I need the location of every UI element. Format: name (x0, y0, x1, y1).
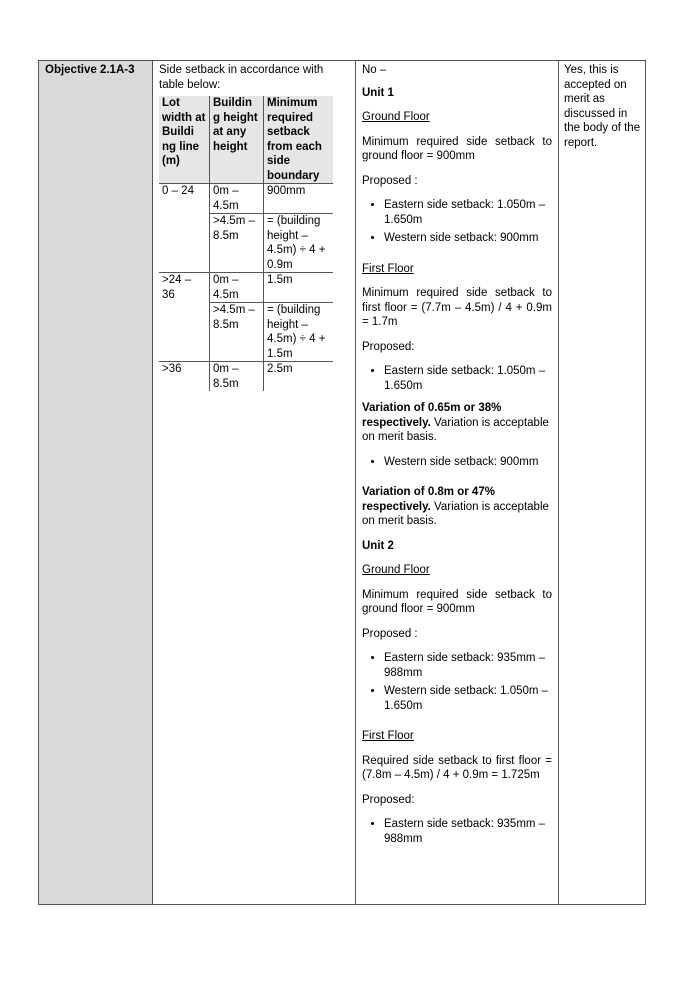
unit-2-first-proposed: Proposed: (362, 793, 415, 806)
setback-cell: 2.5m (264, 362, 334, 392)
variation-2-bold: Variation of 0.8m or 47% respectively. (362, 486, 495, 513)
unit-2-ground-min: Minimum required side setback to ground floor = 900mm (362, 588, 552, 615)
control-cell (153, 61, 356, 904)
setback-cell: 900mm (264, 184, 334, 214)
height-cell: >4.5m – 8.5m (210, 303, 264, 362)
setback-table-header (159, 96, 333, 184)
unit-1-first-proposed: Proposed: (362, 340, 415, 353)
table-row (159, 184, 333, 214)
unit-1-first-min: Minimum required side setback to first floor = (7.7m – 4.5m) / 4 + 0.9m = 1.7m (362, 287, 552, 328)
lot-width-cell: 0 – 24 (159, 184, 210, 214)
unit-2-first-list (362, 817, 552, 846)
unit-1-variation-2 (362, 485, 552, 529)
unit-2-title: Unit 2 (362, 539, 394, 552)
unit-1-ground-floor-title: Ground Floor (362, 111, 430, 123)
table-row (159, 273, 333, 303)
list-item: • Eastern side setback: 935mm – 988mm (384, 817, 552, 846)
header-lot-width: Lot width at Buildi ng line (m) (159, 96, 210, 184)
height-cell: 0m – 4.5m (210, 273, 264, 303)
unit-1-first-list-2 (362, 455, 552, 470)
height-cell: 0m – 8.5m (210, 362, 264, 392)
table-row (159, 214, 333, 273)
compliance-table (38, 60, 646, 905)
unit-1-first-floor-title: First Floor (362, 262, 414, 275)
variation-1-bold: Variation of 0.65m or 38% respectively. (362, 402, 502, 429)
setback-table (159, 96, 333, 391)
lot-width-cell: >24 – 36 (159, 273, 210, 303)
list-item: • Western side setback: 900mm (384, 231, 552, 246)
lot-width-cell (159, 303, 210, 362)
comment-text: Yes, this is accepted on merit as discussed in the body of the report. (564, 64, 641, 149)
unit-2-ground-proposed: Proposed : (362, 627, 418, 640)
list-item: • Eastern side setback: 1.050m – 1.650m (384, 198, 552, 227)
unit-1-variation-1 (362, 401, 552, 445)
list-item: • Western side setback: 1.050m – 1.650m (384, 684, 552, 713)
control-intro: Side setback in accordance with table below: (159, 64, 324, 91)
variation-1-rest: Variation is acceptable on merit basis. (362, 416, 549, 443)
unit-2-ground-floor-title: Ground Floor (362, 564, 430, 576)
list-item: • Eastern side setback: 1.050m – 1.650m (384, 364, 552, 393)
objective-cell (39, 61, 153, 904)
unit-2-first-floor-title: First Floor (362, 730, 414, 742)
header-building-height: Buildin g height at any height (210, 96, 264, 184)
list-item: • Eastern side setback: 935mm – 988mm (384, 651, 552, 680)
variation-2-rest: Variation is acceptable on merit basis. (362, 500, 549, 527)
unit-2-ground-list (362, 651, 552, 713)
unit-1-ground-list (362, 198, 552, 246)
height-cell: 0m – 4.5m (210, 184, 264, 214)
setback-cell: = (building height – 4.5m) ÷ 4 + 1.5m (264, 303, 334, 362)
setback-cell: 1.5m (264, 273, 334, 303)
comment-cell (559, 61, 645, 904)
lot-width-cell (159, 214, 210, 273)
unit-1-ground-proposed: Proposed : (362, 174, 418, 187)
unit-1-first-list (362, 364, 552, 393)
unit-1-ground-min: Minimum required side setback to ground floor = 900mm (362, 135, 552, 162)
assessment-cell (356, 61, 559, 904)
verdict-text: No – (362, 64, 387, 76)
setback-cell: = (building height – 4.5m) ÷ 4 + 0.9m (264, 214, 334, 273)
lot-width-cell: >36 (159, 362, 210, 392)
objective-label: Objective 2.1A-3 (45, 64, 135, 76)
table-row (159, 362, 333, 392)
unit-2-first-min: Required side setback to first floor = (7.8m – 4.5m) / 4 + 0.9m = 1.725m (362, 754, 552, 781)
table-row (159, 303, 333, 362)
unit-1-title: Unit 1 (362, 86, 394, 99)
header-min-setback: Minimum required setback from each side boundary (264, 96, 334, 184)
height-cell: >4.5m – 8.5m (210, 214, 264, 273)
list-item: • Western side setback: 900mm (384, 455, 552, 470)
